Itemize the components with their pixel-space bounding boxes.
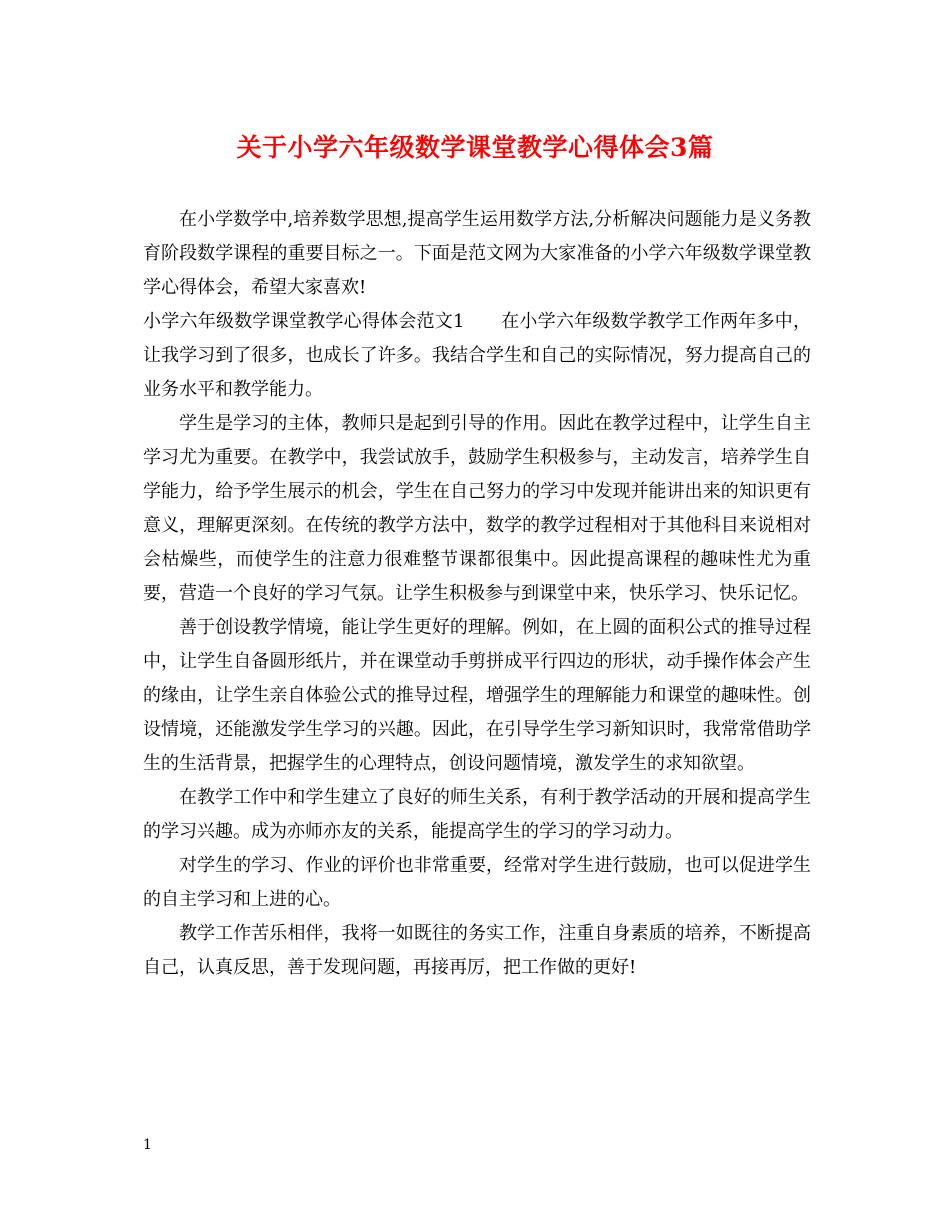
paragraph-student-subject: 学生是学习的主体，教师只是起到引导的作用。因此在教学过程中，让学生自主学习尤为重要。在教学中，我尝试放手，鼓励学生积极参与，主动发言，培养学生自学能力，给予学生展示的机会，学生在自己努力的学习中发现并能讲出来的知识更有意义，理解更深刻。在传统的教学方法中，数学的教学过程相对于其他科目来说相对会枯燥些，而使学生的注意力很难整节课都很集中。因此提高课程的趣味性尤为重要，营造一个良好的学习气氛。让学生积极参与到课堂中来，快乐学习、快乐记忆。 [143,413,811,604]
document-body [143,203,811,985]
paragraph-intro: 在小学数学中,培养数学思想,提高学生运用数学方法,分析解决问题能力是义务教育阶段数学课程的重要目标之一。下面是范文网为大家准备的小学六年级数学课堂教学心得体会，希望大家喜欢! [143,209,811,298]
paragraph-evaluation: 对学生的学习、作业的评价也非常重要，经常对学生进行鼓励，也可以促进学生的自主学习和上进的心。 [143,855,811,910]
paragraph-teaching-situation: 善于创设教学情境，能让学生更好的理解。例如，在上圆的面积公式的推导过程中，让学生自备圆形纸片，并在课堂动手剪拼成平行四边的形状，动手操作体会产生的缘由，让学生亲自体验公式的推导过程，增强学生的理解能力和课堂的趣味性。创设情境，还能激发学生学习的兴趣。因此，在引导学生学习新知识时，我常常借助学生的生活背景，把握学生的心理特点，创设问题情境，激发学生的求知欲望。 [143,617,811,774]
document-title: 关于小学六年级数学课堂教学心得体会3篇 [236,133,714,162]
paragraph-teacher-student-relationship: 在教学工作中和学生建立了良好的师生关系，有利于教学活动的开展和提高学生的学习兴趣。成为亦师亦友的关系，能提高学生的学习的学习动力。 [143,787,811,842]
page-number: 1 [143,1137,152,1153]
paragraph-section-1-start: 小学六年级数学课堂教学心得体会范文1 在小学六年级数学教学工作两年多中，让我学习到了很多，也成长了许多。我结合学生和自己的实际情况，努力提高自己的业务水平和教学能力。 [143,311,811,400]
paragraph-conclusion: 教学工作苦乐相伴，我将一如既往的务实工作，注重自身素质的培养，不断提高自己，认真反思，善于发现问题，再接再厉，把工作做的更好! [143,923,811,978]
